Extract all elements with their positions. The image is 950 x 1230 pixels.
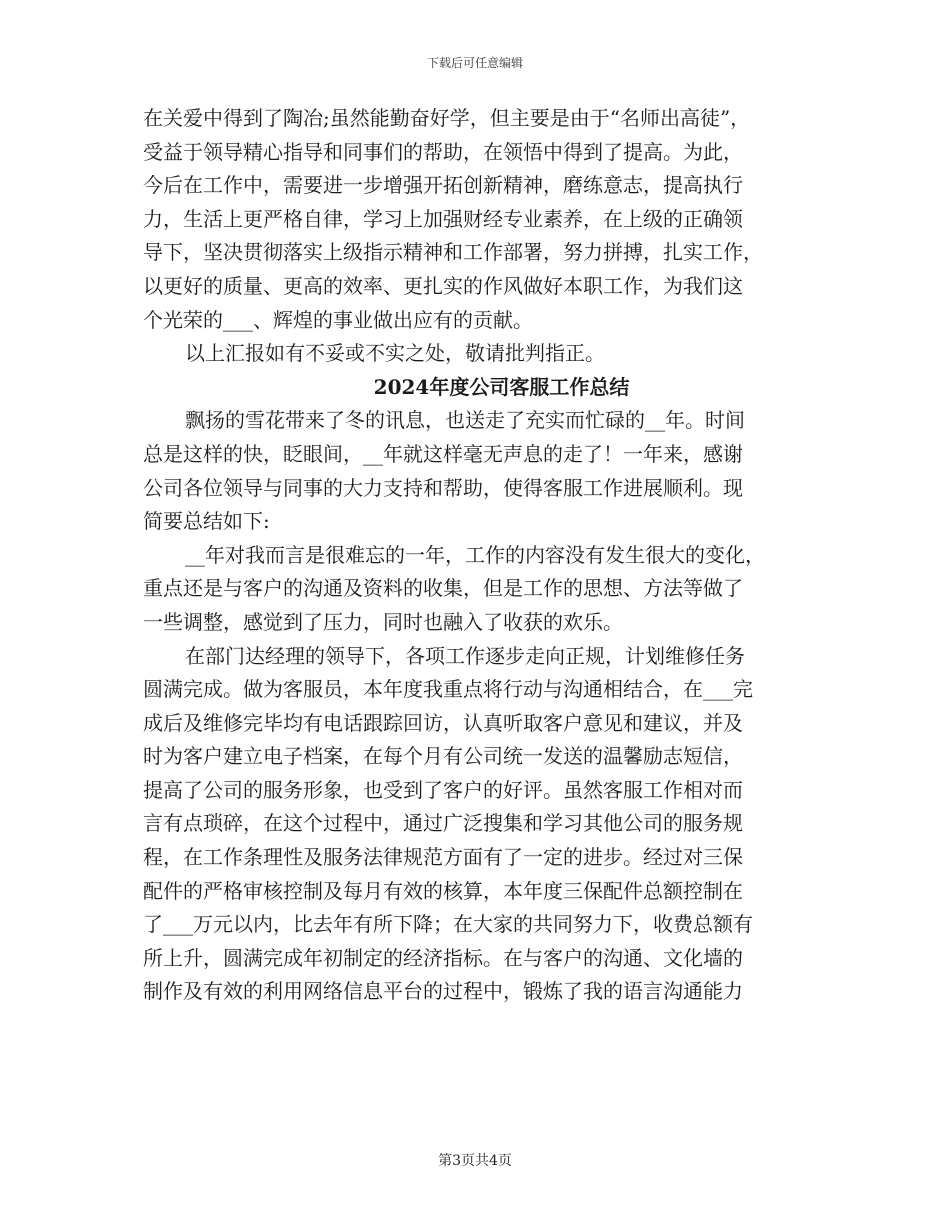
text-line: 所上升，圆满完成年初制定的经济指标。在与客户的沟通、文化墙的 [143, 945, 743, 970]
text-line: 飘扬的雪花带来了冬的讯息，也送走了充实而忙碌的__年。时间 [185, 408, 745, 433]
text-line: __年对我而言是很难忘的一年，工作的内容没有发生很大的变化， [185, 542, 765, 567]
text-line: 时为客户建立电子档案，在每个月有公司统一发送的温馨励志短信， [143, 744, 743, 769]
text-line: 一些调整，感觉到了压力，同时也融入了收获的欢乐。 [143, 609, 623, 634]
text-line: 简要总结如下: [143, 509, 270, 534]
text-line: 受益于领导精心指导和同事们的帮助，在领悟中得到了提高。为此， [143, 139, 743, 164]
text-line: 以更好的质量、更高的效率、更扎实的作风做好本职工作，为我们这 [143, 273, 743, 298]
text-line: 圆满完成。做为客服员，本年度我重点将行动与沟通相结合，在___完 [143, 677, 753, 702]
text-line: 总是这样的快，眨眼间，__年就这样毫无声息的走了！一年来，感谢 [143, 441, 743, 466]
text-line: 提高了公司的服务形象，也受到了客户的好评。虽然客服工作相对而 [143, 777, 743, 802]
text-line: 配件的严格审核控制及每月有效的核算，本年度三保配件总额控制在 [143, 878, 743, 903]
text-line: 公司各位领导与同事的大力支持和帮助，使得客服工作进展顺利。现 [143, 475, 743, 500]
text-line: 今后在工作中，需要进一步增强开拓创新精神，磨练意志，提高执行 [143, 173, 743, 198]
text-line: 个光荣的___、辉煌的事业做出应有的贡献。 [143, 307, 533, 332]
text-line: 力，生活上更严格自律，学习上加强财经专业素养，在上级的正确领 [143, 206, 743, 231]
document-body [143, 102, 808, 1009]
section-title: 2024年度公司客服工作总结 [373, 374, 630, 399]
page-number: 第3页共4页 [438, 1153, 512, 1169]
text-line: 了___万元以内，比去年有所下降；在大家的共同努力下，收费总额有 [143, 912, 753, 937]
text-line: 重点还是与客户的沟通及资料的收集，但是工作的思想、方法等做了 [143, 576, 743, 601]
page-header-note: 下载后可任意编辑 [426, 56, 523, 70]
text-line: 在关爱中得到了陶冶;虽然能勤奋好学，但主要是由于“名师出高徒”， [143, 106, 751, 130]
text-line: 言有点琐碎，在这个过程中，通过广泛搜集和学习其他公司的服务规 [143, 811, 743, 836]
text-line: 程，在工作条理性及服务法律规范方面有了一定的进步。经过对三保 [143, 845, 743, 870]
text-line: 制作及有效的利用网络信息平台的过程中，锻炼了我的语言沟通能力 [143, 979, 743, 1004]
text-line: 导下，坚决贯彻落实上级指示精神和工作部署，努力拼搏，扎实工作， [143, 240, 763, 265]
text-line: 以上汇报如有不妥或不实之处，敬请批判指正。 [185, 341, 605, 366]
text-line: 在部门达经理的领导下，各项工作逐步走向正规，计划维修任务 [185, 643, 745, 668]
text-line: 成后及维修完毕均有电话跟踪回访，认真听取客户意见和建议，并及 [143, 710, 743, 735]
